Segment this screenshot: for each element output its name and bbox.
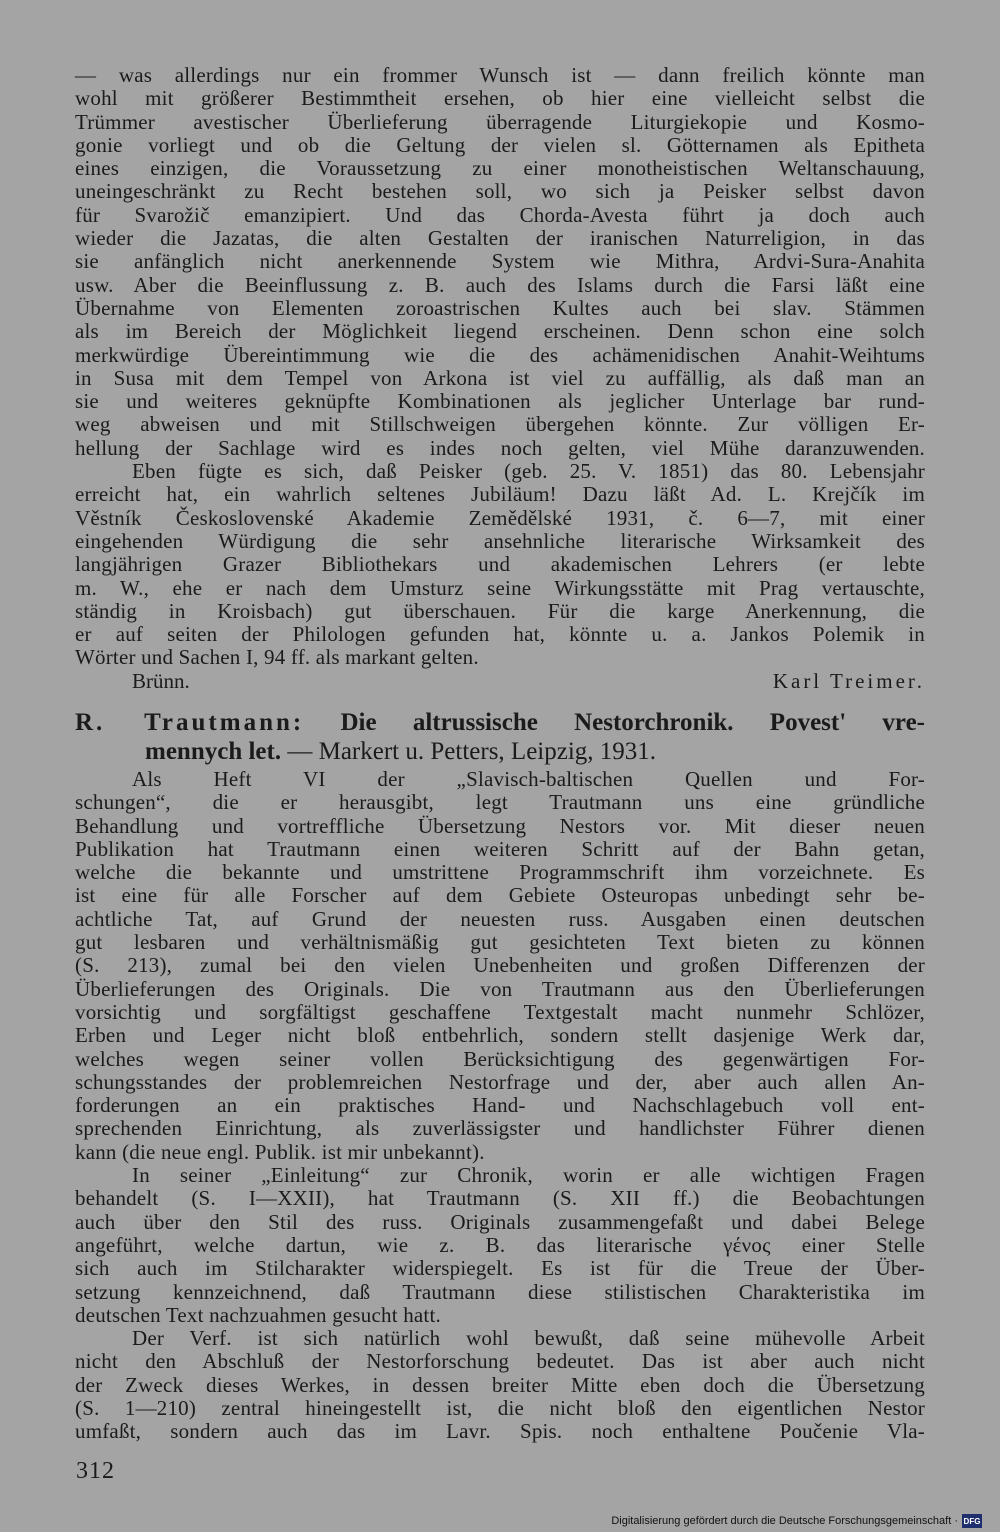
text-line: setzung kennzeichnend, daß Trautmann diese stilistischen Charakteristika im (75, 1279, 925, 1304)
text-line: der Zweck dieses Werkes, in dessen breiter Mitte eben doch die Übersetzung (75, 1372, 925, 1397)
text-line: (S. 1—210) zentral hineingestellt ist, die nicht bloß den eigentlichen Nestor (75, 1396, 925, 1421)
text-line: sprechenden Einrichtung, als zuverlässigster und handlichster Führer dienen (75, 1116, 925, 1141)
text-line: usw. Aber die Beeinflussung z. B. auch des Islams durch die Farsi läßt eine (75, 272, 925, 297)
text-line: m. W., ehe er nach dem Umsturz seine Wirkungsstätte mit Prag vertauschte, (75, 575, 925, 600)
text-line: Behandlung und vortreffliche Übersetzung Nestors vor. Mit dieser neuen (75, 813, 925, 838)
text-line: Der Verf. ist sich natürlich wohl bewußt, daß seine mühevolle Arbeit (132, 1326, 925, 1351)
review-place: Brünn. (132, 668, 190, 693)
text-line: uneingeschränkt zu Recht bestehen soll, wo sich ja Peisker selbst davon (75, 179, 925, 204)
text-line: schungen“, die er herausgibt, legt Trautmann uns eine gründliche (75, 790, 925, 815)
text-line: sie und weiteres geknüpfte Kombinationen als jeglicher Unterlage bar rund- (75, 389, 925, 414)
reviewed-title-cont: mennych let. (145, 738, 282, 765)
text-line: als im Bereich der Möglichkeit liegend erscheinen. Denn schon eine solch (75, 319, 925, 344)
text-line: langjährigen Grazer Bibliothekars und akademischen Lehrers (er lebte (75, 552, 925, 577)
text-line: auch über den Stil des russ. Originals zusammengefaßt und dabei Belege (75, 1209, 925, 1234)
text-line: Eben fügte es sich, daß Peisker (geb. 25. V. 1851) das 80. Lebensjahr (132, 459, 925, 484)
text-line: Věstník Československé Akademie Zemědělské 1931, č. 6—7, mit einer (75, 505, 925, 530)
text-line: merkwürdige Übereintimmung wie die des achämenidischen Anahit-Weihtums (75, 342, 925, 367)
page-number: 312 (76, 1458, 115, 1484)
reviewed-author: R. Trautmann: (75, 709, 305, 736)
text-line: wohl mit größerer Bestimmtheit ersehen, ob hier eine vielleicht selbst die (75, 86, 925, 111)
text-line: forderungen an ein praktisches Hand- und Nachschlagebuch voll ent- (75, 1093, 925, 1118)
previous-review-text (75, 64, 925, 693)
text-line: welches wegen seiner vollen Berücksichtigung des gegenwärtigen For- (75, 1046, 925, 1071)
text-line: hellung der Sachlage wird es indes noch gelten, viel Mühe daranzuwenden. (75, 435, 925, 460)
review-body (75, 768, 925, 1444)
text-line: sie anfänglich nicht anerkennende System wie Mithra, Ardvi-Sura-Anahita (75, 249, 925, 274)
text-line: vorsichtig und sorgfältigst geschaffene Textgestalt macht nunmehr Schlözer, (75, 999, 925, 1024)
digitization-footer (611, 1514, 982, 1528)
review-heading (75, 708, 925, 766)
text-line: wieder die Jazatas, die alten Gestalten der iranischen Naturreligion, in das (75, 226, 925, 251)
text-line: (S. 213), zumal bei den vielen Unebenheiten und großen Differenzen der (75, 953, 925, 978)
text-line: kann (die neue engl. Publik. ist mir unbekannt). (75, 1139, 485, 1164)
text-line: eines einzigen, die Voraussetzung zu einer monotheistischen Weltanschauung, (75, 156, 925, 181)
text-line: Publikation hat Trautmann einen weiteren Schritt auf der Bahn getan, (75, 836, 925, 861)
text-line: Trümmer avestischer Überlieferung überragende Liturgiekopie und Kosmo- (75, 109, 925, 134)
text-line: ist eine für alle Forscher auf dem Gebiete Osteuropas unbedingt sehr be- (75, 883, 925, 908)
text-line: Wörter und Sachen I, 94 ff. als markant gelten. (75, 645, 479, 670)
text-line: sich auch im Stilcharakter widerspiegelt. Es ist für die Treue der Über- (75, 1256, 925, 1281)
text-line: achtliche Tat, auf Grund der neuesten russ. Ausgaben einen deutschen (75, 906, 925, 931)
text-line: schungsstandes der problemreichen Nestorfrage und der, aber auch allen An- (75, 1069, 925, 1094)
text-line: ständig in Kroisbach) gut überschauen. Für die karge Anerkennung, die (75, 598, 925, 623)
text-line: in Susa mit dem Tempel von Arkona ist viel zu auffällig, als daß man an (75, 365, 925, 390)
text-line: er auf seiten der Philologen gefunden hat, könnte u. a. Jankos Polemik in (75, 622, 925, 647)
text-line: Als Heft VI der „Slavisch-baltischen Quellen und For- (132, 767, 925, 791)
text-line: nicht den Abschluß der Nestorforschung bedeutet. Das ist aber auch nicht (75, 1349, 925, 1374)
text-line: gonie vorliegt und ob die Geltung der vielen sl. Götternamen als Epitheta (75, 132, 925, 157)
text-line: gut lesbaren und verhältnismäßig gut gesichteten Text bieten zu können (75, 930, 925, 955)
dfg-logo-icon: DFG (962, 1514, 982, 1528)
review-heading-line-1 (75, 708, 925, 737)
signature-line (75, 670, 925, 693)
text-line: erreicht hat, ein wahrlich seltenes Jubiläum! Dazu läßt Ad. L. Krejčík im (75, 482, 925, 507)
review-author: Karl Treimer. (772, 668, 925, 693)
reviewed-title: Die altrussische Nestorchronik. Povest' vre- (340, 709, 925, 736)
text-line: weg abweisen und mit Stillschweigen übergehen könnte. Zur völligen Er- (75, 412, 925, 437)
text-line: angeführt, welche dartun, wie z. B. das literarische γένος einer Stelle (75, 1232, 925, 1257)
text-line: Übernahme von Elementen zoroastrischen Kultes auch bei slav. Stämmen (75, 295, 925, 320)
reviewed-publisher: — Markert u. Petters, Leipzig, 1931. (287, 738, 657, 765)
text-line: In seiner „Einleitung“ zur Chronik, worin er alle wichtigen Fragen (132, 1163, 925, 1188)
text-line: eingehenden Würdigung die sehr ansehnliche literarische Wirksamkeit des (75, 528, 925, 553)
text-line: für Svarožič emanzipiert. Und das Chorda-Avesta führt ja doch auch (75, 202, 925, 227)
text-line: deutschen Text nachzuahmen gesucht hatt. (75, 1302, 441, 1327)
text-line: umfaßt, sondern auch das im Lavr. Spis. noch enthaltene Poučenie Vla- (75, 1419, 925, 1444)
footer-text: Digitalisierung gefördert durch die Deutsche Forschungsgemeinschaft · (611, 1515, 958, 1527)
text-line: Überlieferungen des Originals. Die von Trautmann aus den Überlieferungen (75, 976, 925, 1001)
text-line: behandelt (S. I—XXII), hat Trautmann (S. XII ff.) die Beobachtungen (75, 1186, 925, 1211)
text-line: Erben und Leger nicht bloß entbehrlich, sondern stellt dasjenige Werk dar, (75, 1023, 925, 1048)
text-line: welche die bekannte und umstrittene Programmschrift ihm vorzeichnete. Es (75, 860, 925, 885)
review-heading-line-2 (75, 737, 925, 766)
text-line: — was allerdings nur ein frommer Wunsch ist — dann freilich könnte man (75, 63, 925, 87)
